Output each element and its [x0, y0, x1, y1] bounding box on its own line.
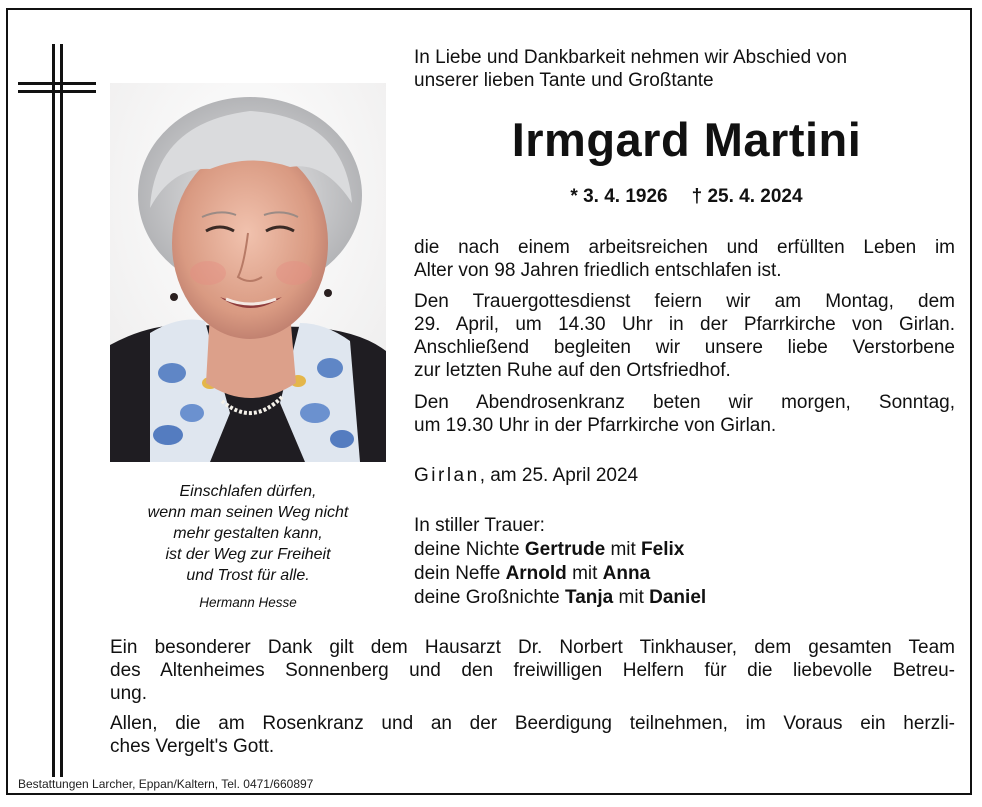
quote-line: mehr gestalten kann,	[173, 525, 323, 542]
hesse-quote	[110, 481, 386, 613]
mourner-conjunction: mit	[610, 539, 636, 560]
mourner-partner: Daniel	[649, 587, 707, 608]
mourner-relation: deine Nichte	[414, 539, 520, 560]
paragraph-life	[414, 236, 955, 282]
intro-line: unserer lieben Tante und Großtante	[414, 70, 714, 91]
latin-cross-icon	[0, 0, 120, 807]
paragraph-service	[414, 290, 955, 382]
paragraph-line: zur letzten Ruhe auf den Ortsfriedhof.	[414, 360, 731, 381]
life-dates	[414, 185, 959, 209]
paragraph-line: Alter von 98 Jahren friedlich entschlafen ist.	[414, 260, 782, 281]
paragraph-line: Den Trauergottesdienst feiern wir am Montag, dem	[414, 291, 955, 312]
mourner-name: Arnold	[505, 563, 567, 584]
thanks-line: ches Vergelt's Gott.	[110, 736, 275, 757]
mourner-conjunction: mit	[618, 587, 644, 608]
place-date: , am 25. April 2024	[479, 465, 639, 486]
intro-text	[414, 46, 959, 92]
mourners-list	[414, 514, 955, 610]
thanks-line: Ein besonderer Dank gilt dem Hausarzt Dr. Norbert Tinkhauser, dem gesamten Team	[110, 637, 955, 658]
death-date: † 25. 4. 2024	[691, 186, 803, 207]
quote-line: wenn man seinen Weg nicht	[147, 504, 349, 521]
quote-line: und Trost für alle.	[186, 567, 310, 584]
mourner-partner: Anna	[602, 563, 651, 584]
mourner-row	[414, 538, 955, 562]
mourner-name: Tanja	[565, 587, 614, 608]
thanks-paragraph-attendees	[110, 712, 955, 758]
thanks-line: ung.	[110, 683, 147, 704]
mourners-heading: In stiller Trauer:	[414, 515, 545, 536]
paragraph-line: 29. April, um 14.30 Uhr in der Pfarrkirche von Girlan.	[414, 314, 955, 335]
portrait-photo	[110, 83, 386, 462]
place-town: Girlan	[414, 465, 480, 486]
place-and-date	[414, 464, 955, 488]
paragraph-line: Anschließend begleiten wir unsere liebe Verstorbene	[414, 337, 955, 358]
funeral-home-footer: Bestattungen Larcher, Eppan/Kaltern, Tel. 0471/660897	[18, 777, 314, 791]
thanks-line: des Altenheimes Sonnenberg und den freiwilligen Helfern für die liebevolle Betreu-	[110, 660, 955, 681]
paragraph-line: Den Abendrosenkranz beten wir morgen, Sonntag,	[414, 392, 955, 413]
thanks-line: Allen, die am Rosenkranz und an der Beerdigung teilnehmen, im Voraus ein herzli-	[110, 713, 955, 734]
quote-line: Einschlafen dürfen,	[179, 483, 317, 500]
mourner-row	[414, 562, 955, 586]
mourner-partner: Felix	[641, 539, 685, 560]
paragraph-rosary	[414, 391, 955, 437]
paragraph-line: die nach einem arbeitsreichen und erfüllten Leben im	[414, 237, 955, 258]
intro-line: In Liebe und Dankbarkeit nehmen wir Abschied von	[414, 47, 848, 68]
mourner-conjunction: mit	[572, 563, 598, 584]
thanks-paragraph-staff	[110, 636, 955, 705]
mourner-relation: dein Neffe	[414, 563, 501, 584]
mourner-name: Gertrude	[524, 539, 606, 560]
birth-date: * 3. 4. 1926	[570, 186, 668, 207]
quote-line: ist der Weg zur Freiheit	[165, 546, 331, 563]
paragraph-line: um 19.30 Uhr in der Pfarrkirche von Girlan.	[414, 415, 777, 436]
mourner-row	[414, 586, 955, 610]
deceased-name: Irmgard Martini	[511, 113, 862, 166]
mourner-relation: deine Großnichte	[414, 587, 560, 608]
quote-author: Hermann Hesse	[199, 595, 297, 610]
